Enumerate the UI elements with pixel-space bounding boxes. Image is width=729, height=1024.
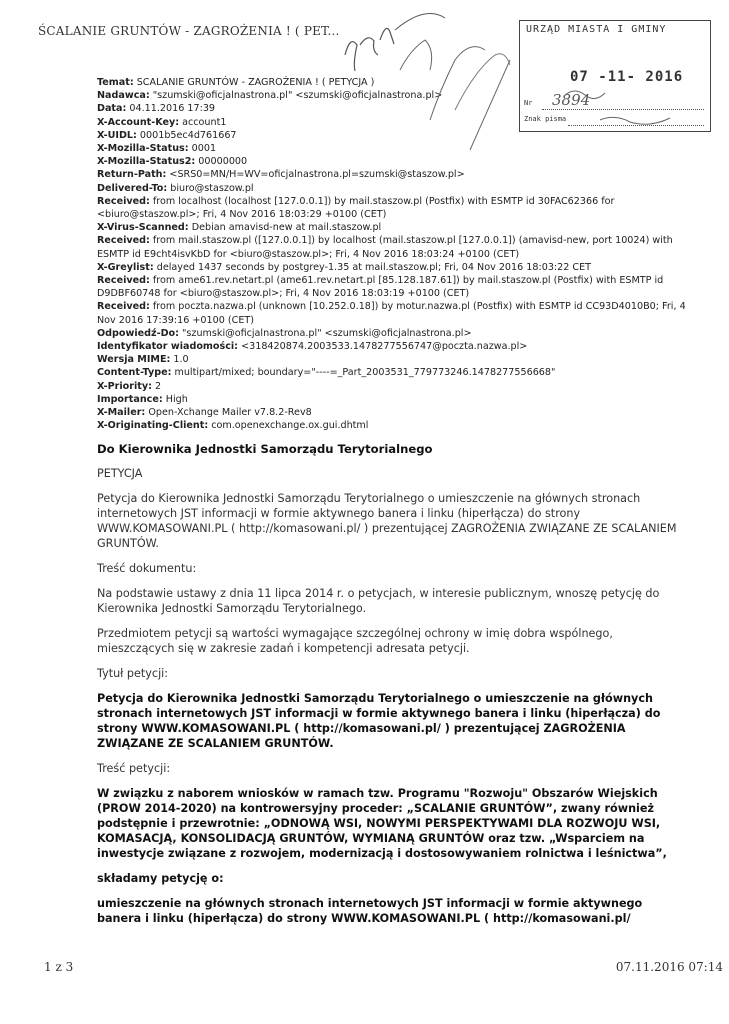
header-key: X-Mozilla-Status2: — [97, 156, 196, 168]
print-datetime: 07.11.2016 07:14 — [615, 960, 723, 974]
body-heading: Do Kierownika Jednostki Samorządu Terytorialnego — [97, 442, 433, 456]
skladamy-petycje: składamy petycję o: — [97, 872, 224, 885]
header-value: Debian amavisd-new at mail.staszow.pl — [188, 222, 382, 234]
stamp-nr-label: Nr — [524, 99, 533, 107]
tresc-label: Treść petycji: — [97, 762, 171, 775]
handwriting-stroke — [600, 117, 670, 124]
header-value: SCALANIE GRUNTÓW - ZAGROŻENIA ! ( PETYCJA ) — [133, 77, 375, 88]
header-key: Odpowiedź-Do: — [97, 327, 179, 339]
header-row — [97, 366, 697, 379]
paragraph-1: Na podstawie ustawy z dnia 11 lipca 2014 r. o petycjach, w interesie publicznym, wnoszę petycję do Kierownika Jednostki Samorządu Terytorialnego. — [97, 587, 660, 615]
handwriting-stroke — [395, 14, 445, 30]
header-value: multipart/mixed; boundary="----=_Part_2003531_779773246.1478277556668" — [171, 367, 556, 379]
paragraph-2: Przedmiotem petycji są wartości wymagające szczególnej ochrony w imię dobra wspólnego, mieszczących się w zakresie zadań i kompetencji adresata petycji. — [97, 627, 613, 655]
header-value: 00000000 — [195, 156, 248, 168]
tresc-petycji: W związku z naborem wniosków w ramach tzw. Programu "Rozwoju" Obszarów Wiejskich (PROW 2014-2020) na kontrowersyjny proceder: „SCALANIE GRUNTÓW”, zwany również podstępnie i przewrotnie: „ODNOWĄ WSI, NOWYMI PERSPEKTYWAMI DLA ROZWOJU WSI, KOMASACJĄ, KONSOLIDACJĄ GRUNTÓW, WYMIANĄ GRUNTÓW oraz tzw. „Wsparciem na inwestycje związane z rozwojem, modernizacją i dostosowywaniem rolnictwa i leśnictwa”, — [97, 787, 667, 860]
header-row — [97, 419, 697, 432]
header-value: com.openexchange.ox.gui.dhtml — [208, 420, 369, 432]
header-value: <318420874.2003533.1478277556747@poczta.nazwa.pl> — [238, 341, 528, 353]
header-value: <SRS0=MN/H=WV=oficjalnastrona.pl=szumski@staszow.pl> — [166, 169, 465, 181]
header-key: X-Greylist: — [97, 261, 154, 273]
handwriting-stroke — [400, 40, 432, 70]
header-row — [97, 340, 697, 353]
handwriting-stroke — [565, 91, 605, 99]
handwriting-stroke — [470, 60, 510, 150]
stamp-date: 07 -11- 2016 — [570, 69, 684, 85]
tytul-petycji: Petycja do Kierownika Jednostki Samorządu Terytorialnego o umieszczenie na głównych stronach internetowych JST informacji w formie aktywnego banera i linku (hiperłącza) do strony WWW.KOMASOWANI.PL ( http://komasowani.pl/ ) prezentującej ZAGROŻENIA ZWIĄZANE ZE SCALANIEM GRUNTÓW. — [97, 692, 661, 750]
header-value: 1.0 — [170, 354, 189, 366]
header-value: biuro@staszow.pl — [167, 182, 254, 194]
header-key: X-Originating-Client: — [97, 420, 209, 432]
intro-paragraph: Petycja do Kierownika Jednostki Samorządu Terytorialnego o umieszczenie na głównych stronach internetowych JST informacji w formie aktywnego banera i linku (hiperłącza) do strony WWW.KOMASOWANI.PL ( http://komasowani.pl/ ) prezentującej ZAGROŻENIA ZWIĄZANE ZE SCALANIEM GRUNTÓW. — [97, 492, 677, 550]
header-key: Received: — [97, 235, 150, 247]
tytul-label: Tytuł petycji: — [97, 667, 169, 680]
header-key: Return-Path: — [97, 169, 167, 181]
header-key: X-Priority: — [97, 380, 152, 392]
header-key: Importance: — [97, 393, 163, 405]
page-title: ŚCALANIE GRUNTÓW - ZAGROŻENIA ! ( PET... — [38, 24, 340, 38]
header-key: Content-Type: — [97, 367, 172, 379]
header-key: X-UIDL: — [97, 129, 137, 141]
header-value: 2 — [151, 380, 162, 392]
header-key: Received: — [97, 195, 150, 207]
header-row — [97, 274, 697, 300]
handwriting-stroke — [430, 47, 485, 120]
header-row — [97, 353, 697, 366]
header-value: delayed 1437 seconds by postgrey-1.35 at mail.staszow.pl; Fri, 04 Nov 2016 18:03:22 CET — [153, 261, 592, 273]
header-value: 0001 — [188, 143, 217, 155]
header-value: 04.11.2016 17:39 — [126, 103, 216, 115]
header-value: account1 — [179, 116, 227, 128]
header-key: Data: — [97, 103, 127, 115]
header-key: Received: — [97, 301, 150, 313]
header-key: Nadawca: — [97, 90, 150, 102]
header-value: High — [162, 393, 188, 405]
header-key: X-Mozilla-Status: — [97, 143, 189, 155]
header-key: X-Mailer: — [97, 407, 146, 419]
handwriting-signature — [345, 28, 394, 71]
header-value: 0001b5ec4d761667 — [136, 129, 237, 141]
handwritten-annotations — [0, 0, 729, 200]
handwriting-stroke — [455, 54, 510, 110]
header-row — [97, 261, 697, 274]
header-row — [97, 327, 697, 340]
header-row — [97, 380, 697, 393]
page-number: 1 z 3 — [44, 960, 74, 974]
header-key: X-Virus-Scanned: — [97, 222, 189, 234]
header-value: from localhost (localhost [127.0.0.1]) by mail.staszow.pl (Postfix) with ESMTP id 30FAC62366 for <biuro@staszow.pl>; Fri, 4 Nov 2016 18:03:29 +0100 (CET) — [97, 195, 615, 221]
umieszczenie-paragraph: umieszczenie na głównych stronach internetowych JST informacji w formie aktywnego banera i linku (hiperłącza) do strony WWW.KOMASOWANI.PL ( http://komasowani.pl/ — [97, 897, 643, 925]
stamp-nr-value: 3894 — [552, 91, 591, 109]
stamp-title: URZĄD MIASTA I GMINY — [526, 24, 667, 35]
header-row — [97, 221, 697, 234]
email-body — [97, 442, 687, 936]
header-row — [97, 234, 697, 260]
stamp-znak-label: Znak pisma — [524, 115, 567, 123]
header-value: Open-Xchange Mailer v7.8.2-Rev8 — [145, 407, 312, 419]
header-row — [97, 300, 697, 326]
header-key: X-Account-Key: — [97, 116, 180, 128]
header-value: from ame61.rev.netart.pl (ame61.rev.netart.pl [85.128.187.61]) by mail.staszow.pl (Postfix) with ESMTP id D9DBF60748 for <biuro@staszow.pl>; Fri, 4 Nov 2016 18:03:19 +0100 (CET) — [97, 275, 664, 300]
header-key: Delivered-To: — [97, 182, 168, 194]
header-key: Temat: — [97, 77, 134, 88]
header-row — [97, 393, 697, 406]
tresc-dokumentu-label: Treść dokumentu: — [97, 562, 197, 575]
header-value: from poczta.nazwa.pl (unknown [10.252.0.18]) by motur.nazwa.pl (Postfix) with ESMTP id CC93D4010B0; Fri, 4 Nov 2016 17:39:16 +0100 (CET) — [97, 301, 686, 326]
header-key: Received: — [97, 275, 150, 287]
petycja-label: PETYCJA — [97, 467, 143, 480]
header-key: Wersja MIME: — [97, 354, 171, 366]
header-value: from mail.staszow.pl ([127.0.0.1]) by localhost (mail.staszow.pl [127.0.0.1]) (amavisd-new, port 10024) with ESMTP id E9cht4isvKbD for <biuro@staszow.pl>; Fri, 4 Nov 2016 18:03:24 +0100 (CET) — [97, 235, 673, 260]
header-value: "szumski@oficjalnastrona.pl" <szumski@oficjalnastrona.pl> — [178, 327, 472, 339]
header-value: "szumski@oficjalnastrona.pl" <szumski@oficjalnastrona.pl> — [149, 90, 443, 102]
header-key: Identyfikator wiadomości: — [97, 341, 239, 353]
header-row — [97, 406, 697, 419]
